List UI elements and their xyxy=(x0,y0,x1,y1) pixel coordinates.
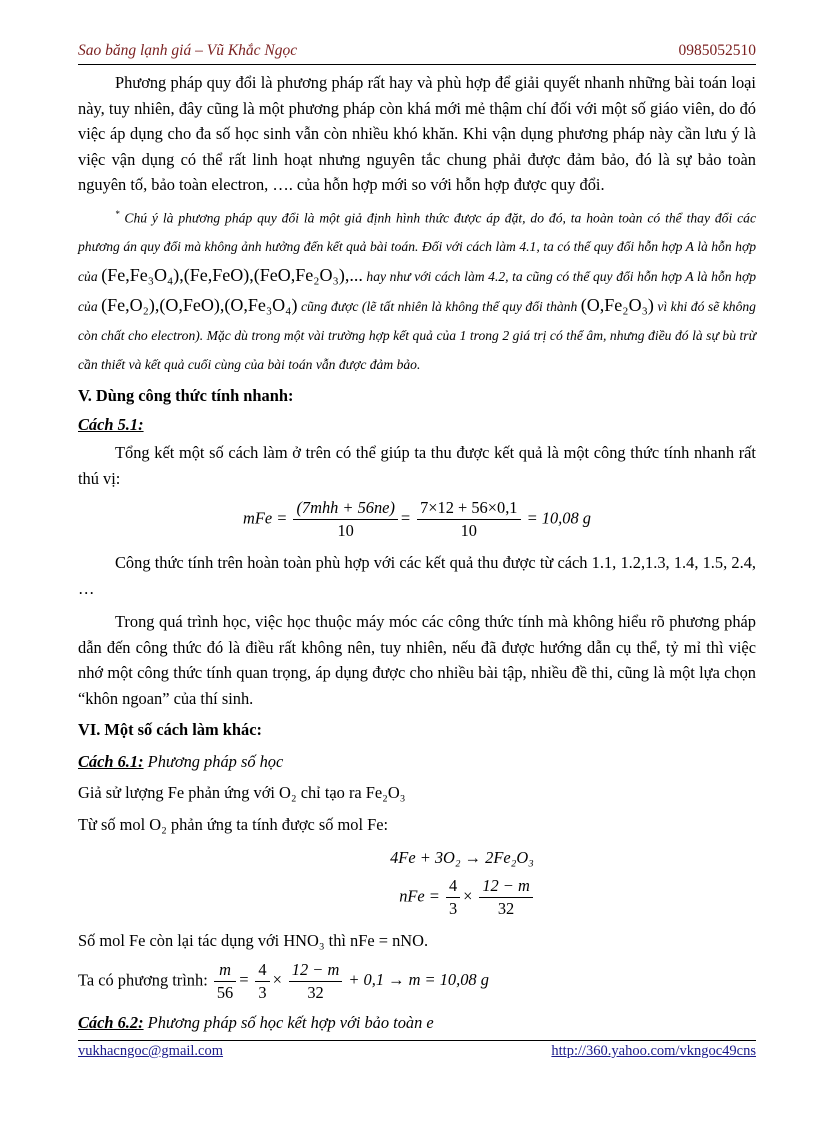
nfe-den-1: 3 xyxy=(448,898,458,918)
section-6-line-1: Giả sử lượng Fe phản ứng với O₂ chỉ tạo ra Fe₂O₃ xyxy=(78,783,406,803)
eq-fraction-2 xyxy=(417,497,520,542)
note-formula-2: (Fe,O₂),(O,FeO),(O,Fe₃O₄) xyxy=(101,295,298,316)
header-author: Sao băng lạnh giá – Vũ Khắc Ngọc xyxy=(78,42,298,59)
section-6-1-label: Cách 6.1: xyxy=(78,751,144,771)
eq-den-1: 10 xyxy=(337,521,354,541)
note-text-4: vì khi đó sẽ không còn chất cho electron). Mặc dù trong một vài trường hợp kết quả của 1 trong 2 giá trị có thể âm, nhưng điều đó là sự bù trừ cần thiết và kết quả cuối cùng của bài toán vẫn được đảm bảo. xyxy=(78,299,756,373)
pt-den-2: 3 xyxy=(258,983,267,1003)
eq-num-1: (7mhh + 56ne) xyxy=(293,497,397,520)
pt-fraction-2 xyxy=(255,959,269,1004)
section-5-1-label: Cách 5.1: xyxy=(78,414,144,434)
section-6-2-label: Cách 6.2: xyxy=(78,1013,144,1033)
page-content xyxy=(78,70,756,1036)
note-text-3: cũng được (lẽ tất nhiên là không thể quy đổi thành xyxy=(300,299,578,315)
eq-den-2: 10 xyxy=(460,521,477,541)
note-formula-1: (Fe,Fe₃O₄),(Fe,FeO),(FeO,Fe₂O₃),... xyxy=(101,265,363,286)
pt-num-1: m xyxy=(214,959,236,982)
note-paragraph xyxy=(78,200,756,380)
note-formula-3: (O,Fe₂O₃) xyxy=(580,295,654,316)
equation-prefix: Ta có phương trình: xyxy=(78,970,208,990)
note-text-1: Chú ý là phương pháp quy đổi là một giả định hình thức được áp đặt, do đó, ta hoàn toàn có thể thay đổi các phương án quy đổi mà không ảnh hưởng đến kết quả bài toán. Đối với cách làm 4.1, ta có thể quy đổi hỗn hợp A là hỗn hợp của xyxy=(78,210,756,285)
nfe-num-2: 12 − m xyxy=(479,875,532,898)
section-6-equation-line xyxy=(78,959,756,1004)
section-6-1-desc: Phương pháp số học xyxy=(143,751,284,771)
pt-num-3: 12 − m xyxy=(289,959,342,982)
footer-url-link[interactable]: http://360.yahoo.com/vkngoc49cns xyxy=(551,1043,756,1059)
header-phone: 0985052510 xyxy=(678,42,756,59)
pt-fraction-1 xyxy=(214,959,236,1004)
section-6-line-2: Từ số mol O₂ phản ứng ta tính được số mol Fe: xyxy=(78,814,389,834)
section-6-title: VI. Một số cách làm khác: xyxy=(78,720,262,740)
pt-equation: $\frac{m}{56}$ = $\frac{4}{3}$ × $\frac{12 - m}{32}$ + 0,1 → m = 10,08 g xyxy=(212,970,489,989)
pt-den-1: 56 xyxy=(216,983,234,1003)
eq-result: = 10,08 g xyxy=(526,508,591,528)
reaction-equation: 4Fe + 3O₂ → 2Fe₂O₃ xyxy=(390,848,534,868)
nfe-lhs: nFe = xyxy=(399,885,440,905)
page-header xyxy=(78,40,756,65)
nfe-fraction-1 xyxy=(446,875,460,920)
nfe-num-1: 4 xyxy=(446,875,460,898)
eq-lhs: mFe = xyxy=(243,508,288,528)
note-star: * xyxy=(115,208,120,219)
page-footer xyxy=(78,1040,756,1065)
footer-email-link[interactable]: vukhacngoc@gmail.com xyxy=(78,1043,224,1059)
eq-fraction-1 xyxy=(293,497,397,542)
nfe-fraction-2 xyxy=(479,875,532,920)
fast-formula-equation: mFe = $\frac{\text{(7mhh + 56ne)}}{10}$ = $\frac{7\times 12 + 56\times 0,1}{10}$ = 10,08 g xyxy=(243,498,591,541)
note-text-2: hay như với cách làm 4.2, ta cũng có thể quy đổi hỗn hợp A là hỗn hợp của xyxy=(78,269,757,315)
eq-num-2: 7×12 + 56×0,1 xyxy=(417,497,520,520)
pt-num-2: 4 xyxy=(255,959,269,982)
nfe-equation: nFe = $\frac{4}{3}$ × $\frac{12 - m}{32}$ xyxy=(78,875,756,920)
section-6-line-3: Số mol Fe còn lại tác dụng với HNO₃ thì nFe = nNO. xyxy=(78,930,429,950)
intro-paragraph: Phương pháp quy đổi là phương pháp rất hay và phù hợp để giải quyết nhanh những bài toán loại này, tuy nhiên, đây cũng là một phương pháp còn khá mới mẻ thậm chí đối với một số giáo viên, do đó việc áp dụng cho đa số học sinh vẫn còn nhiều khó khăn. Khi vận dụng phương pháp này cần lưu ý là việc vận dụng có thể rất linh hoạt nhưng nguyên tắc chung phải được đảm bảo, đó là sự bảo toàn nguyên tố, bảo toàn electron, …. của hỗn hợp mới so với hỗn hợp được quy đổi. xyxy=(78,73,756,194)
pt-tail: + 0,1 → m = 10,08 g xyxy=(348,970,489,990)
pt-den-3: 32 xyxy=(307,983,324,1003)
section-6-2-desc: Phương pháp số học kết hợp với bảo toàn e xyxy=(143,1013,434,1033)
pt-fraction-3 xyxy=(289,959,342,1004)
section-5-paragraph-3: Trong quá trình học, việc học thuộc máy móc các công thức tính mà không hiểu rõ phương pháp dẫn đến công thức đó là điều rất không nên, tuy nhiên, nếu đã được hướng dẫn cụ thể, tỷ mỉ thì việc nhớ một công thức tính quan trọng, áp dụng được cho nhiều bài tập, nhiều đề thi, cũng là một lựa chọn “khôn ngoan” của thí sinh. xyxy=(78,612,756,708)
section-5-intro: Tổng kết một số cách làm ở trên có thể giúp ta thu được kết quả là một công thức tính nhanh rất thú vị: xyxy=(78,443,756,488)
section-5-paragraph-2: Công thức tính trên hoàn toàn phù hợp với các kết quả thu được từ cách 1.1, 1.2,1.3, 1.4, 1.5, 2.4, … xyxy=(78,553,756,598)
nfe-den-2: 32 xyxy=(497,898,515,918)
section-5-title: V. Dùng công thức tính nhanh: xyxy=(78,386,294,406)
